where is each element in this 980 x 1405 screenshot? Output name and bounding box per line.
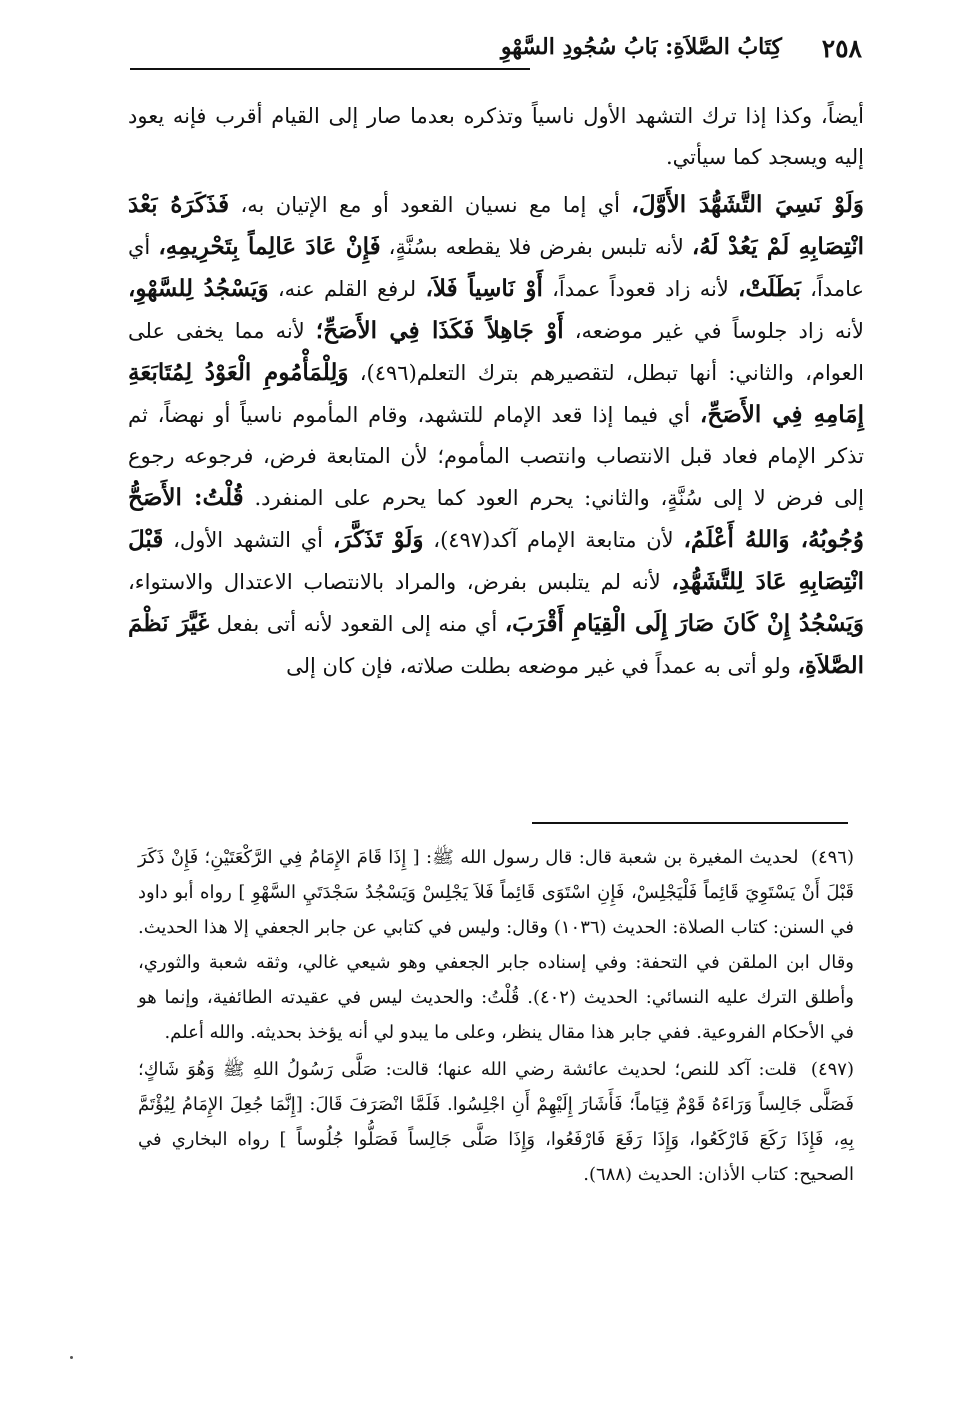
commentary-text: لأنه زاد جلوساً في غير موضعه،: [563, 319, 864, 343]
body-paragraph: [128, 184, 864, 687]
commentary-text: لأنه مما يخفى على العوام، والثاني: أنها تبطل، لتقصيرهم بترك التعلم: [128, 319, 864, 385]
matn-text: أَوْ نَاسِياً فَلاَ،: [425, 275, 543, 302]
footnote-separator: [532, 822, 848, 824]
main-text: [128, 96, 864, 693]
commentary-text: لأن متابعة الإمام آكد: [490, 528, 684, 552]
commentary-text: لرفع القلم عنه،: [268, 277, 426, 301]
matn-text: وَلَوْ تَذَكَّرَ،: [332, 526, 424, 553]
commentary-text: أي عامداً،: [128, 235, 864, 301]
matn-text: قَبْلَ انْتِصَابِهِ عَادَ لِلتَّشَهُّدِ،: [128, 526, 864, 595]
running-header: [130, 28, 862, 78]
commentary-text: لأنه تلبس بفرض فلا يقطعه بسُنَّةٍ،: [380, 235, 692, 259]
matn-text: وَيَسْجُدُ إِنْ كَانَ صَارَ إِلَى الْقِيَامِ أَقْرَبَ،: [504, 610, 864, 637]
matn-text: بَطَلَتْ،: [738, 275, 801, 302]
commentary-text: أي إما مع نسيان القعود أو مع الإتيان به،: [229, 193, 632, 217]
commentary-text: (٤٩٦): [366, 361, 417, 385]
footnote-text: لحديث المغيرة بن شعبة قال: قال رسول الله ﷺ: [ إِذَا قَامَ الإِمَامُ فِي الرَّكْعَتَيْنِ؛ فَإِنْ ذَكَرَ قَبْلَ أَنْ يَسْتَوِيَ قَائِماً فَلْيَجْلِسْ، فَإِنِ اسْتَوَى قَائِماً فَلاَ يَجْلِسْ وَيَسْجُدُ سَجْدَتَيِ السَّهْوِ ] رواه أبو داود في السنن: كتاب الصلاة: الحديث (١٠٣٦) وقال: وليس في كتابي عن جابر الجعفي إلا هذا الحديث. وقال ابن الملقن في التحفة: وفي إسناده جابر الجعفي وهو شيعي غالي، وثقه شعبة والثوري، وأطلق الترك عليه النسائي: الحديث (٤٠٢). قُلْتُ: والحديث ليس في عقيدته الطائفية، وإنما هو في الأحكام الفروعية. ففي جابر هذا مقال ينظر، وعلى ما يبدو لي أنه يؤخذ بحديثه. والله أعلم.: [138, 847, 854, 1043]
commentary-text: لأنه لم يتلبس بفرض، والمراد بالانتصاب الاعتدال والاستواء،: [128, 570, 672, 594]
header-rule: [130, 68, 530, 70]
footnote-number: (٤٩٦): [810, 847, 854, 868]
matn-text: وَلِلْمَأْمُومِ الْعَوْدُ لِمُتَابَعَةِ إِمَامِهِ فِي الأَصَحِّ،: [128, 359, 864, 428]
footnotes: [138, 840, 854, 1194]
commentary-text: ولو أتى به عمداً في غير موضعه بطلت صلاته، فإن كان إلى: [286, 654, 798, 678]
chapter-title: كِتَابُ الصَّلاَةِ: بَابُ سُجُودِ السَّهْوِ: [500, 34, 782, 60]
commentary-text: لأنه زاد قعوداً عمداً،: [542, 277, 739, 301]
matn-text: وَيَسْجُدُ لِلسَّهْوِ،: [128, 275, 269, 302]
commentary-text: ،: [423, 528, 441, 552]
page-number: ٢٥٨: [821, 34, 862, 63]
matn-text: فَذَكَرَهُ بَعْدَ انْتِصَابِهِ لَمْ يَعُدْ لَهُ،: [128, 191, 865, 260]
commentary-text: أي منه إلى القعود لأنه أتى بفعل: [209, 612, 505, 636]
footnote-number: (٤٩٧): [810, 1059, 854, 1080]
matn-text: وَلَوْ نَسِيَ التَّشَهُّدَ الأَوَّلَ،: [631, 191, 865, 218]
commentary-text: ،: [348, 361, 367, 385]
commentary-text: أي فيما إذا قعد الإمام للتشهد، وقام المأموم ناسياً أو نهضاً، ثم تذكر الإمام فعاد قبل الانتصاب وانتصب المأموم؛ لأن المتابعة فرض، فرجوعه رجوع إلى فرض لا إلى سُنَّةٍ، والثاني: يحرم العود كما يحرم على المنفرد.: [128, 403, 864, 510]
footnote-text: قلت: آكد للنص؛ لحديث عائشة رضي الله عنها؛ قالت: صَلَّى رَسُولُ اللهِ ﷺ وَهُوَ شَاكٍ؛ فَصَلَّى جَالِساً وَرَاءَهُ قَوْمٌ قِيَاماً؛ فَأَشَارَ إِلَيْهِمْ أَنِ اجْلِسُوا. فَلَمَّا انْصَرَفَ قَالَ: [إِنَّمَا جُعِلَ الإِمَامُ لِيُؤْتَمَّ بِهِ، فَإِذَا رَكَعَ فَارْكَعُوا، وَإِذَا رَفَعَ فَارْفَعُوا، وَإِذَا صَلَّى جَالِساً فَصَلُّوا جُلُوساً ] رواه البخاري في الصحيح: كتاب الأذان: الحديث (٦٨٨).: [138, 1059, 854, 1185]
matn-text: فَإِنْ عَادَ عَالِماً بِتَحْرِيمِهِ،: [158, 233, 381, 260]
commentary-text: أي التشهد الأول،: [163, 528, 333, 552]
footnote-496: [138, 840, 854, 1050]
matn-text: غَيَّرَ نَظْمَ الصَّلاَةِ،: [128, 610, 864, 679]
commentary-text: أيضاً، وكذا إذا ترك التشهد الأول ناسياً وتذكره بعدما صار إلى القيام أقرب فإنه يعود إليه ويسجد كما سيأتي.: [128, 104, 864, 169]
commentary-text: (٤٩٧): [440, 528, 491, 552]
matn-text: قُلْتُ: الأَصَحُّ وُجُوبُهُ، وَاللهُ أَعْلَمُ،: [128, 484, 865, 553]
footnote-497: [138, 1052, 854, 1192]
scan-speck: [70, 1356, 73, 1359]
body-paragraph: [128, 96, 864, 178]
matn-text: أَوْ جَاهِلاً فَكَذَا فِي الأَصَحِّ؛: [315, 317, 564, 344]
